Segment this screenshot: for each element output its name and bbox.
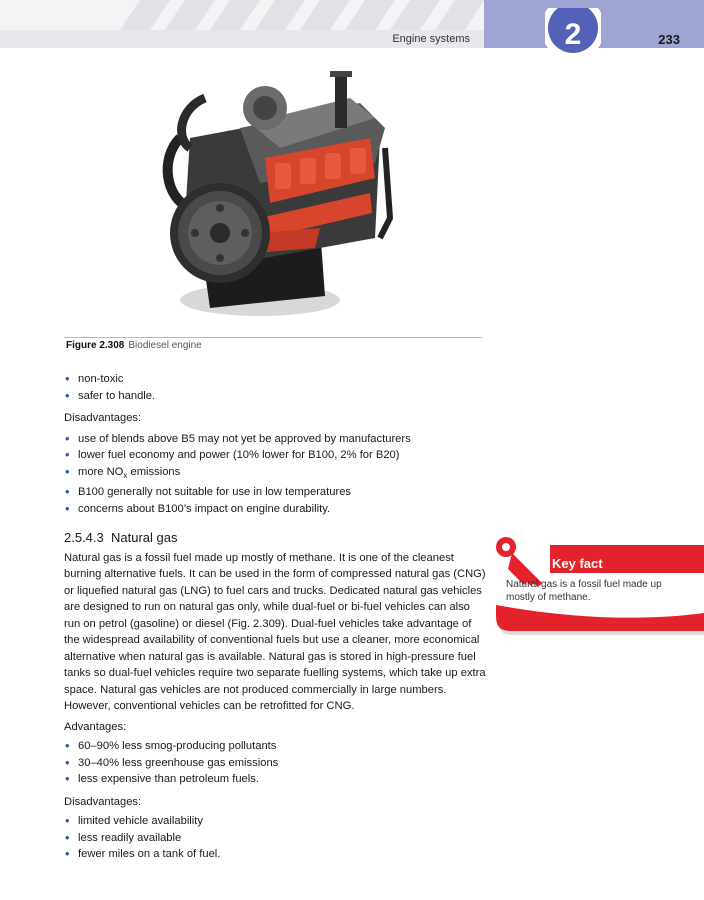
list-item: • less expensive than petroleum fuels. xyxy=(64,771,488,788)
list-item: • non-toxic xyxy=(64,371,488,388)
disadvantages-label: Disadvantages: xyxy=(64,795,142,808)
section-heading-title: Natural gas xyxy=(111,530,178,545)
page-number: 233 xyxy=(658,32,680,47)
list-item: • lower fuel economy and power (10% lower for B100, 2% for B20) xyxy=(64,447,488,464)
figure-caption-text: Biodiesel engine xyxy=(128,340,202,351)
figure-label: Figure 2.308 xyxy=(66,340,125,351)
list-item: • safer to handle. xyxy=(64,388,488,405)
biodiesel-engine-image xyxy=(150,68,410,324)
section-title: Engine systems xyxy=(392,33,470,45)
list-item-nox: • more $NO_x$ emissions xyxy=(64,464,488,485)
advantages-label: Advantages: xyxy=(64,720,127,733)
key-fact-text: Natural gas is a fossil fuel made up mostly of methane. xyxy=(506,579,662,603)
figure-divider xyxy=(64,337,482,338)
section-heading xyxy=(64,530,488,547)
list-item: • B100 generally not suitable for use in low temperatures xyxy=(64,484,488,501)
list-item: • limited vehicle availability xyxy=(64,813,488,830)
natural-gas-section xyxy=(64,530,488,863)
list-item: • less readily available xyxy=(64,830,488,847)
chapter-badge xyxy=(545,8,601,56)
natural-gas-advantages-list xyxy=(64,738,488,788)
list-item: • concerns about B100’s impact on engine durability. xyxy=(64,501,488,518)
list-item: • 60–90% less smog-producing pollutants xyxy=(64,738,488,755)
list-item: • 30–40% less greenhouse gas emissions xyxy=(64,755,488,772)
disadvantages-label: Disadvantages: xyxy=(64,412,142,424)
list-item: • use of blends above B5 may not yet be approved by manufacturers xyxy=(64,431,488,448)
biodiesel-disadvantages-list xyxy=(64,431,488,518)
list-item: • fewer miles on a tank of fuel. xyxy=(64,846,488,863)
biodiesel-disadvantages xyxy=(64,410,488,517)
figure-caption xyxy=(66,340,202,351)
natural-gas-paragraph: Natural gas is a fossil fuel made up mostly of methane. It is one of the cleanest burning alternative fuels. It can be used in the form of compressed natural gas (CNG) or liquefied natural gas (LNG) to fuel cars and trucks. Dedicated natural gas vehicles are designed to run on natural gas only, while dual-fuel or bi-fuel vehicles can also run on petrol (gasoline) or diesel (Fig. 2.309). Dual-fuel vehicles take advantage of the widespread availability of conventional fuels but use a cleaner, more economical alternative when natural gas is available. Natural gas is stored in high-pressure fuel tanks so dual-fuel vehicles require two separate fuelling systems, which take up extra space. Natural gas vehicles are not produced commercially in large numbers. However, conventional vehicles can be retrofitted for CNG. xyxy=(64,551,486,712)
section-number: 2.5.4.3 xyxy=(64,530,104,545)
page-header xyxy=(0,0,704,51)
biodiesel-advantages-list xyxy=(64,371,488,404)
chapter-number: 2 xyxy=(564,18,582,51)
key-fact-title: Key fact xyxy=(552,556,603,571)
natural-gas-disadvantages-list xyxy=(64,813,488,863)
